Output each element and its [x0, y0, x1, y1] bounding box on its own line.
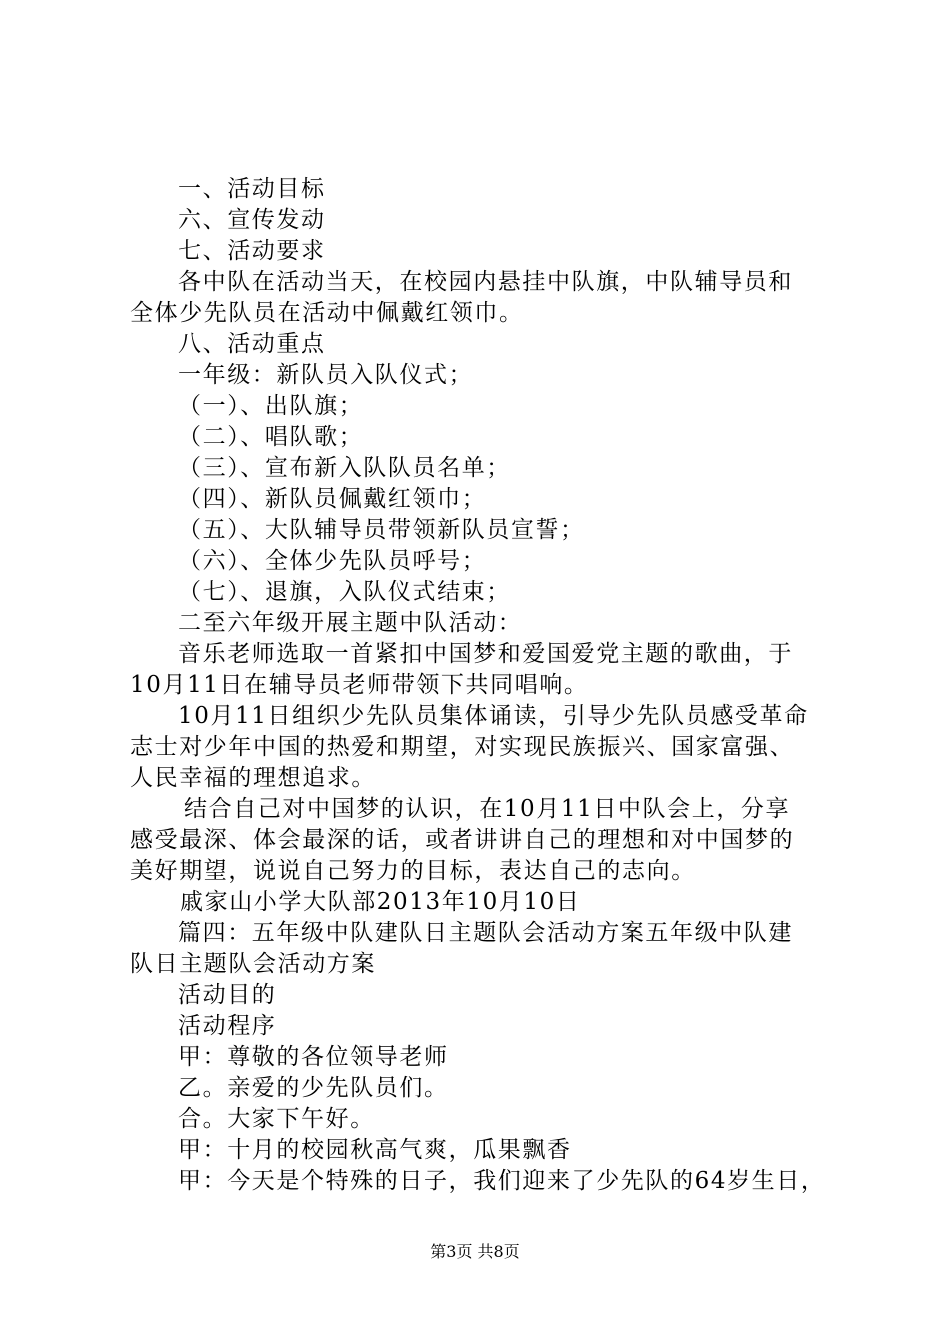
list-item: （五）、大队辅导员带领新队员宣誓； — [178, 517, 585, 543]
list-item: （二）、唱队歌； — [178, 424, 364, 450]
list-item: （四）、新队员佩戴红领巾； — [178, 486, 487, 512]
list-item: （六）、全体少先队员呼号； — [178, 548, 487, 574]
list-intro: 一年级：新队员入队仪式； — [178, 362, 474, 388]
paragraph-line: 各中队在活动当天，在校园内悬挂中队旗，中队辅导员和 — [178, 269, 793, 295]
dialogue-line: 甲：今天是个特殊的日子，我们迎来了少先队的64岁生日， — [178, 1168, 826, 1194]
section-title: 队日主题队会活动方案 — [130, 951, 376, 977]
paragraph-line: 感受最深、体会最深的话，或者讲讲自己的理想和对中国梦的 — [130, 827, 795, 853]
document-body — [130, 174, 835, 1197]
dialogue-line: 甲：尊敬的各位领导老师 — [178, 1044, 449, 1070]
paragraph-line: 10月11日组织少先队员集体诵读，引导少先队员感受革命 — [178, 703, 809, 729]
heading-activity-goal: 一、活动目标 — [178, 176, 326, 202]
paragraph-line: 志士对少年中国的热爱和期望，对实现民族振兴、国家富强、 — [130, 734, 795, 760]
list-item: （一）、出队旗； — [178, 393, 364, 419]
heading-publicity: 六、宣传发动 — [178, 207, 326, 233]
paragraph-line: 美好期望，说说自己努力的目标，表达自己的志向。 — [130, 858, 696, 884]
list-item: （三）、宣布新入队队员名单； — [178, 455, 511, 481]
subheading-purpose: 活动目的 — [178, 982, 277, 1008]
paragraph-line: 音乐老师选取一首紧扣中国梦和爱国爱党主题的歌曲，于 — [178, 641, 793, 667]
paragraph-line: 二至六年级开展主题中队活动： — [178, 610, 523, 636]
signature-line: 戚家山小学大队部2013年10月10日 — [180, 889, 581, 915]
paragraph-line: 结合自己对中国梦的认识，在10月11日中队会上，分享 — [184, 796, 791, 822]
page-footer: 第3页 共8页 — [430, 1242, 520, 1261]
dialogue-line: 合。大家下午好。 — [178, 1106, 375, 1132]
heading-key-points: 八、活动重点 — [178, 331, 326, 357]
heading-requirements: 七、活动要求 — [178, 238, 326, 264]
paragraph-line: 人民幸福的理想追求。 — [130, 765, 376, 791]
subheading-procedure: 活动程序 — [178, 1013, 277, 1039]
dialogue-line: 乙。亲爱的少先队员们。 — [178, 1075, 449, 1101]
section-title: 篇四：五年级中队建队日主题队会活动方案五年级中队建 — [178, 920, 793, 946]
paragraph-line: 全体少先队员在活动中佩戴红领巾。 — [130, 300, 524, 326]
paragraph-line: 10月11日在辅导员老师带领下共同唱响。 — [130, 672, 589, 698]
list-item: （七）、退旗，入队仪式结束； — [178, 579, 511, 605]
dialogue-line: 甲：十月的校园秋高气爽，瓜果飘香 — [178, 1137, 572, 1163]
